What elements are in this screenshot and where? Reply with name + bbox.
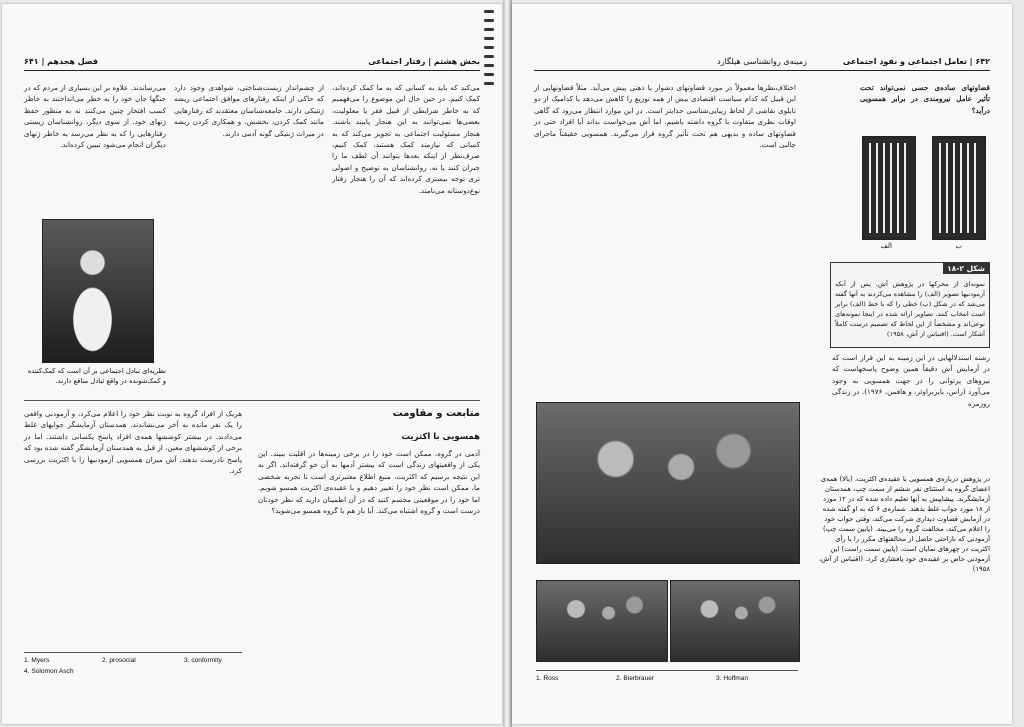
book-gutter xyxy=(503,0,512,727)
figure-box xyxy=(830,262,990,348)
footnote: 2. prosocial xyxy=(102,657,136,664)
section-divider xyxy=(24,400,480,401)
right-page-book-title: زمینه‌ی روانشناسی هیلگارد xyxy=(717,57,807,66)
left-page-section-title: بخش هشتم | رفتار اجتماعی xyxy=(368,57,480,66)
figure-caption: نمونه‌ای از محرکها در پژوهش آش. پس از آنکه آزمودنیها تصویر (الف) را مشاهده می‌کردند به آنها گفته می‌شد که در شکل (ب) خطی را که با خط (الف) برابر است انتخاب کنند. تصاویر ارائه شده در اینجا نمونه‌های نوعی‌اند و مشخصاً از این لحاظ که تصمیم درست کاملاً آشکار است. (اقتباس از آش، ۱۹۵۸) xyxy=(835,280,985,338)
helping-photo-caption: نظریه‌ای تبادل اجتماعی بر آن است که کمک‌کننده و کمک‌شونده در واقع تبادل منافع دارند. xyxy=(27,367,166,385)
right-column-main: اختلاف‌نظرها معمولاً در مورد قضاوتهای دشوار یا ذهنی پیش می‌آید. مثلاً قضاوتهایی از این قبیل که کدام سیاست اقتصادی بیش از همه توزیع را کاهش می‌دهد یا کدامیک از دو تابلوی نقاشی از لحاظ زیبایی‌شناسی جذابتر است. در این موارد انتظار می‌رود که گاهی اوقات نظری متفاوت با گروه داشته باشیم. اما آش می‌خواست بداند آیا افراد حتی در قضاوتهای ساده و بدیهی هم تحت تأثیر گروه قرار می‌گیرند. همسویی حقیقتاً ماجرای جالبی است. xyxy=(534,83,796,150)
right-page xyxy=(512,4,1012,724)
left-column-right: می‌کند که باید به کسانی که به ما کمک کرده‌اند، کمک کنیم. در حین حال این موضوع را می‌فهمیم که به خاطر شرایطی از قبیل فقر یا معلولیت، بعضی‌ها نمی‌توانند به این هنجار پایبند باشند. هنجار مسئولیت اجتماعی به تجویز می‌کند که به کسانی که نیازمند کمک هستند، کمک کنیم، صرف‌نظر از اینکه بعدها بتوانند آن لطف ما را جبران کنند یا نه. روانشناسان به توضیح و اصولی تری توجه بیشتری کرده‌اند که آن را هنجار رفتار نوع‌دوستانه می‌نامند. xyxy=(332,83,480,195)
asch-experiment-photo-top xyxy=(536,402,800,564)
footnote: 1. Myers xyxy=(24,657,50,664)
footnote: 4. Solomon Asch xyxy=(24,668,74,675)
spiral-binding xyxy=(484,10,494,710)
right-page-number-title: ۶۴۲ | تعامل اجتماعی و نفوذ اجتماعی xyxy=(842,57,990,66)
figure-question: قضاوتهای ساده‌ی حسی نمی‌تواند تحت تأثیر عامل نیرومندی در برابر همسویی درآید؟ xyxy=(860,83,990,115)
card-label-a: الف xyxy=(880,242,892,250)
right-footnotes xyxy=(536,670,798,687)
left-footnotes xyxy=(24,652,242,679)
stimulus-card-a xyxy=(862,136,916,240)
asch-experiment-photo-bottom-right xyxy=(670,580,800,662)
section-subheading: همسویی با اکثریت xyxy=(401,432,480,442)
left-page-number-title: فصل هجدهم | ۶۴۱ xyxy=(24,57,98,66)
conformity-column-right: آدمی در گروه، ممکن است خود را در برخی زمینه‌ها در اقلیت ببیند. این یکی از واقعیتهای زندگی است که بیشتر آدمها به آن خو گرفته‌اند. اگر به این نتیجه برسیم که اکثریت، منبع اطلاع معتبرتری است تا تجربه شخصی ما، ممکن است نظر خود را تغییر دهیم و با عقیده‌ی اکثریت همسو شویم. اما خود را در موقعیتی مجسم کنید که در آن اطمینان دارید که نظر خودتان درست است و گروه اشتباه می‌کند. آیا باز هم با گروه همسو می‌شوید؟ xyxy=(258,449,480,516)
asch-experiment-photo-bottom-left xyxy=(536,580,668,662)
stimulus-card-b xyxy=(932,136,986,240)
figure-number: شکل ۲-۱۸ xyxy=(943,263,989,274)
right-column-side: رشته استدلالهایی در این زمینه به این قرار است که در آزمایش آش دقیقاً همین وضوح پاسخهاست که نیروهای پرتوانی را در جهت همسویی به وجود می‌آورد (راس، بایربراوئر، و هافمن، ۱۹۷۶). در زندگی روزمره xyxy=(832,353,990,408)
footnote: 2. Bierbrauer xyxy=(616,675,655,682)
card-label-b: ب xyxy=(955,242,962,250)
right-page-header xyxy=(534,56,990,71)
conformity-column-left: هریک از افراد گروه به نوبت نظر خود را اعلام می‌کرد، و آزمودنی واقعی را یک نفر مانده به آخر می‌نشاندند. همدستان آزمایشگر جوابهای غلط می‌دادند. در بیشتر کوششها همه‌ی افراد پاسخ یکسانی داشتند. اما در برخی از کوششهای معین، از قبل به همدستان آزمایشگر گفته شده بود که پاسخ نادرست بدهند. آش میزان همسویی آزمودنیها را با اکثریت بررسی کرد. xyxy=(24,409,242,476)
left-column-left: می‌رساندند. علاوه بر این بسیاری از مردم که در جنگها جان خود را به خطر می‌انداختند به خاطر کسب افتخار چنین می‌کنند نه به منظور حفظ ژنهای خود. از سوی دیگر، روانشناسان زیستی رفتارهایی را که به نظر می‌رسد به خاطر ژنهای دیگران انجام می‌شود تبیین کرده‌اند. xyxy=(24,83,166,150)
helping-photo xyxy=(42,219,154,363)
left-column-middle: از چشم‌انداز زیست‌شناختی، شواهدی وجود دارد که حاکی از اینکه رفتارهای موافق اجتماعی ریشه ژنتیکی دارند. جامعه‌شناسان معتقدند که رفتارهایی مانند کمک کردن، بخشش، و همکاری کردن ریشه در میراث ژنتیکی گونه آدمی دارند. xyxy=(174,83,324,138)
section-heading: متابعت و مقاومت xyxy=(392,408,480,419)
footnote: 3. Hoffman xyxy=(716,675,749,682)
asch-photo-caption: در پژوهش درباره‌ی همسویی با عقیده‌ی اکثریت، (بالا) همه‌ی اعضای گروه به استثنای نفر ششم از سمت چپ، همدستان آزمایشگرند. پیشاپیش به آنها تعلیم داده شده که در ۱۲ مورد از ۱۸ مورد جواب غلط بدهند. شماره‌ی ۶ که به او گفته شده در آزمایش قضاوت دیداری شرکت می‌کند، وقتی جواب خود را اعلام می‌کند، مخالفت گروه را می‌بیند. (پایین سمت چپ) آزمودنی که ناراحتی حاصل از مخالفتهای مکرر را با رأی اکثریت در چهرهای نمایان است. (پایین سمت راست) این آزمودنی خاص بر عقیده‌ی خود پافشاری کرد. (اقتباس از آش، ۱۹۵۸) xyxy=(818,475,990,573)
footnote: 1. Ross xyxy=(536,675,559,682)
left-page xyxy=(2,4,502,724)
left-page-header xyxy=(24,56,480,71)
footnote: 3. conformity xyxy=(184,657,222,664)
